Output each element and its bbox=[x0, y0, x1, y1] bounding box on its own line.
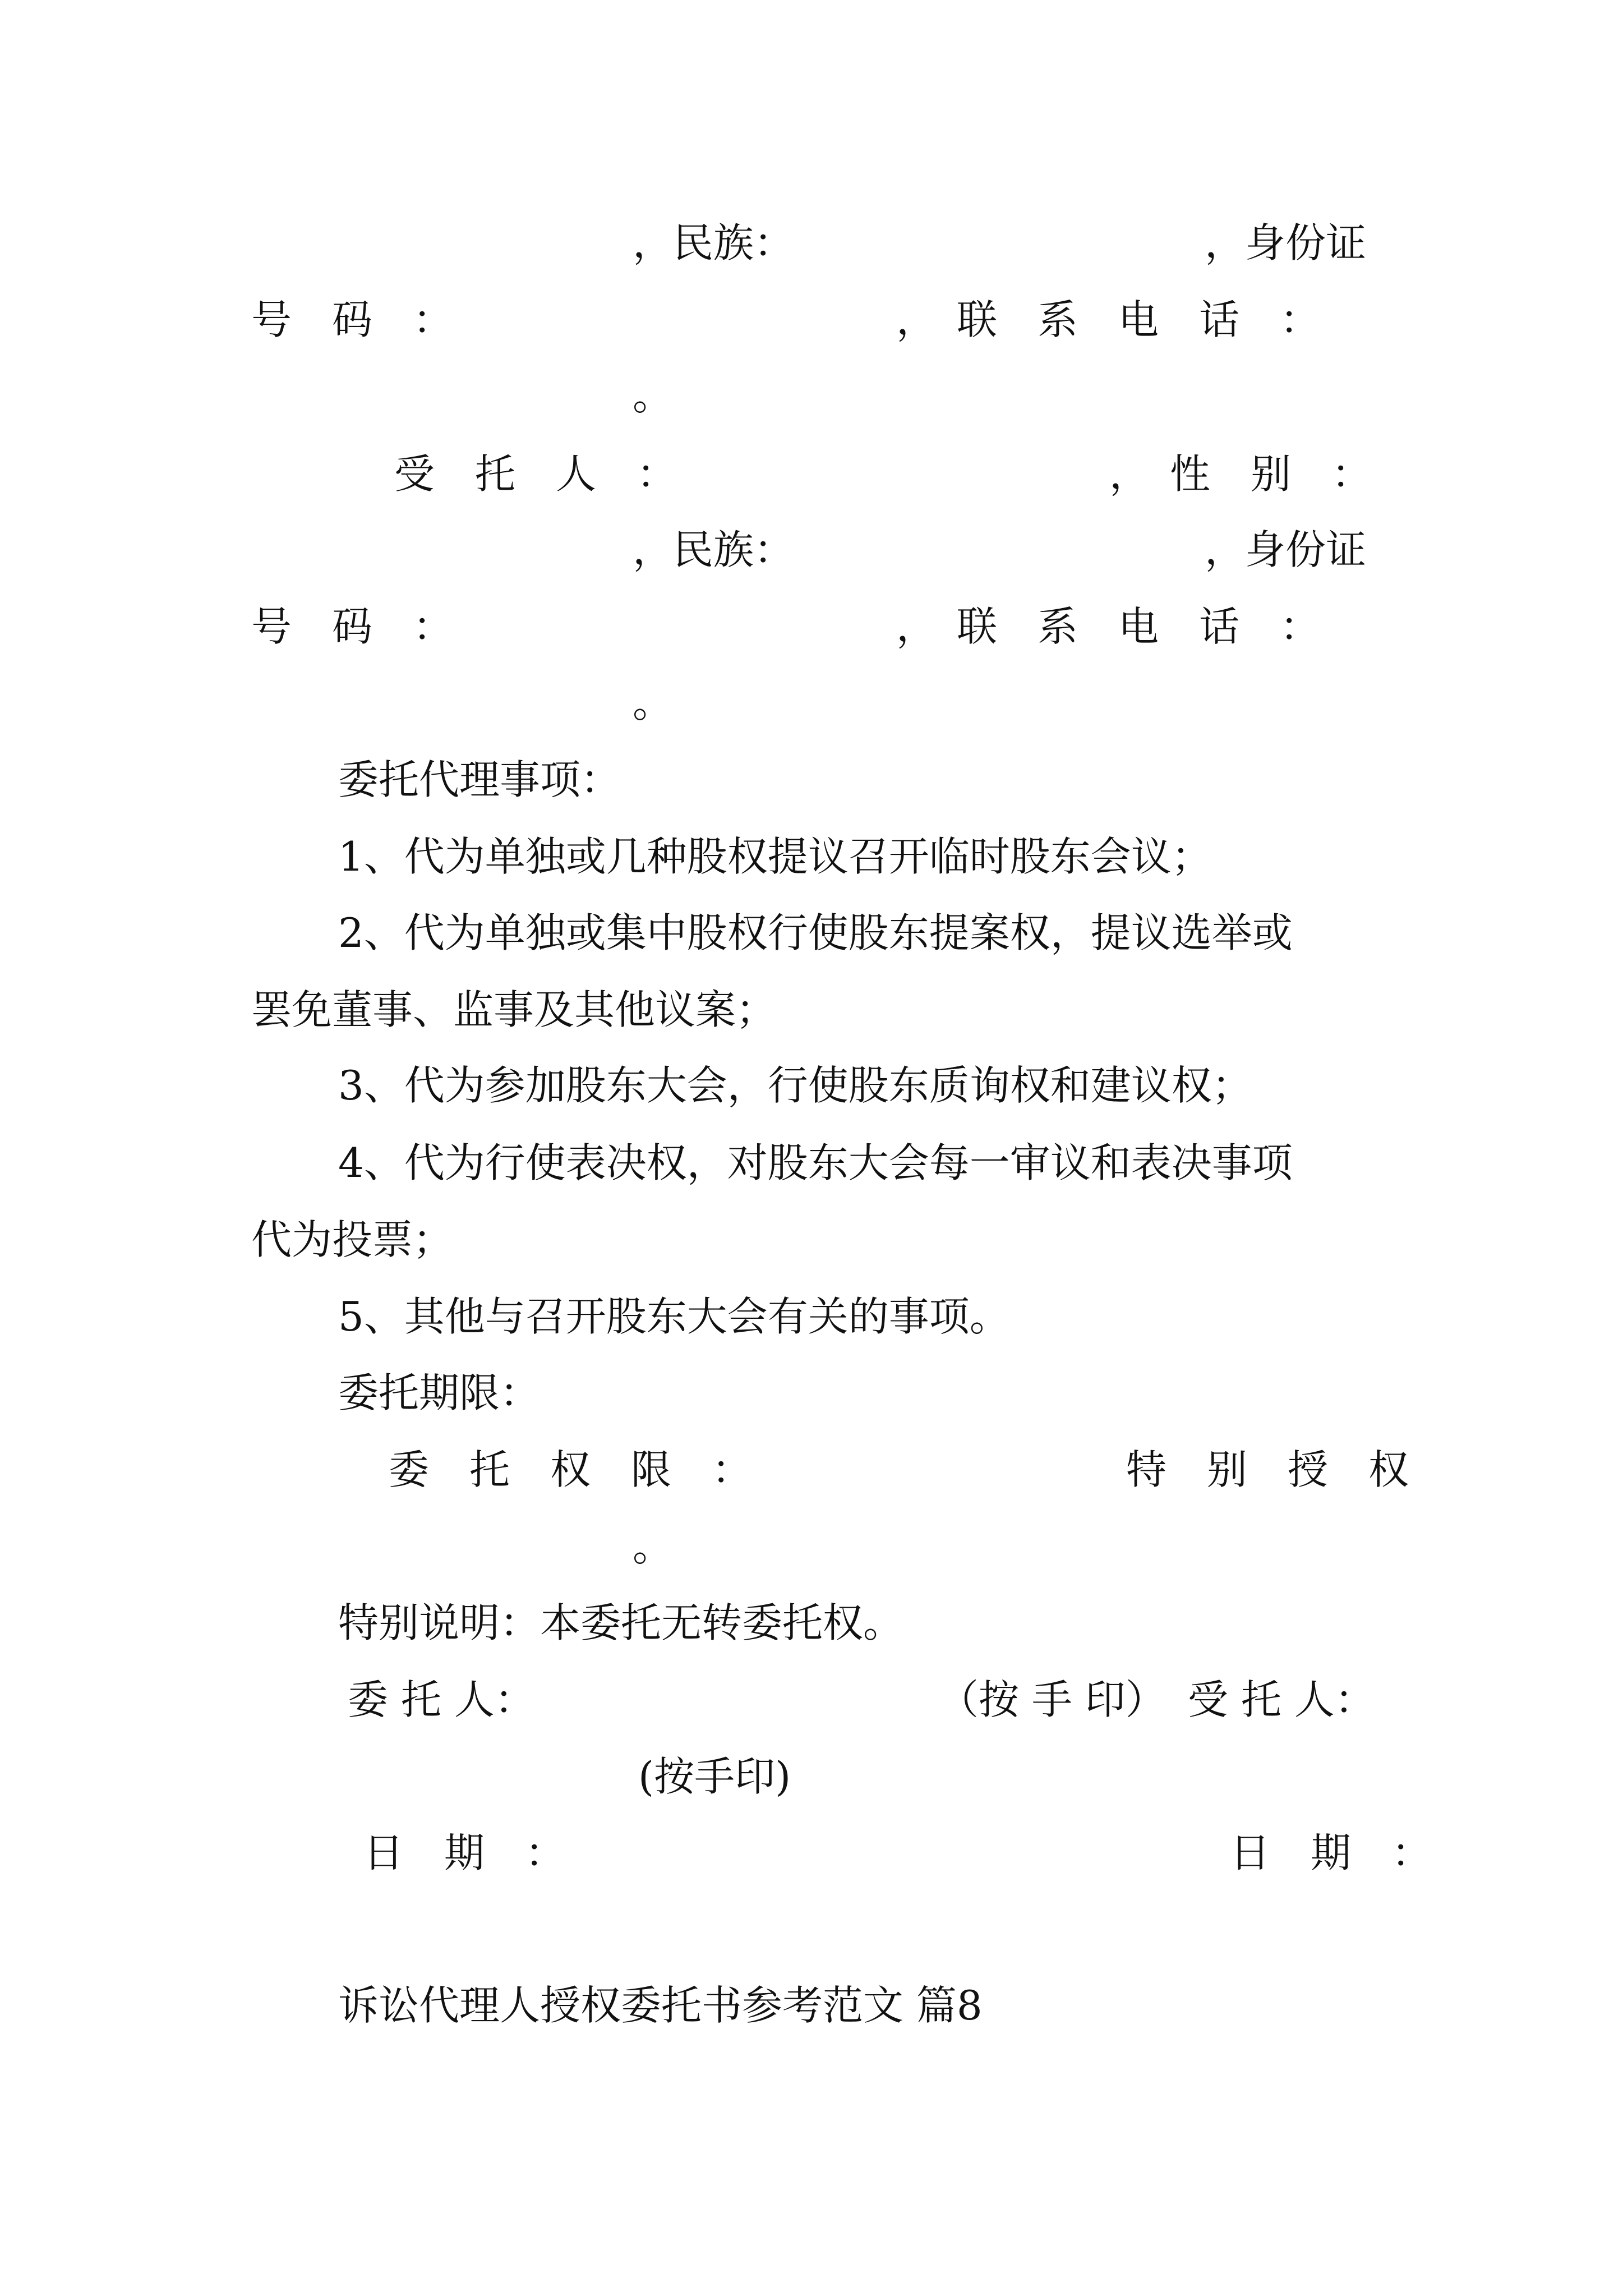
agent-name-line bbox=[251, 443, 1378, 505]
date-line bbox=[251, 1822, 1432, 1884]
fingerprint-note: （按 手 印） bbox=[938, 1676, 1166, 1723]
authority-label: 委 托 权 限 ： bbox=[389, 1446, 753, 1493]
fingerprint-note: (按手印) bbox=[638, 1753, 791, 1800]
gender-label: ， 性 别 ： bbox=[1109, 450, 1372, 498]
id-card-label: ，身份证 bbox=[1205, 526, 1367, 573]
term-heading: 委托期限： bbox=[338, 1369, 541, 1416]
principal-id-phone-line bbox=[251, 289, 1378, 351]
period-line bbox=[251, 1516, 1378, 1577]
signature-line bbox=[251, 1669, 1378, 1731]
id-card-label: ，身份证 bbox=[1205, 219, 1367, 266]
agent-date-label: 日 期 ： bbox=[1230, 1829, 1432, 1876]
agent-id-phone-line bbox=[251, 596, 1378, 657]
special-note: 特别说明：本委托无转委托权。 bbox=[338, 1599, 904, 1646]
period-mark: 。 bbox=[633, 679, 674, 726]
id-number-label: 号 码 ： bbox=[251, 296, 454, 343]
agent-label: 受 托 人 ： bbox=[394, 450, 677, 498]
matter-item-1: 1、代为单独或几种股权提议召开临时股东会议； bbox=[338, 833, 1212, 880]
id-number-label: 号 码 ： bbox=[251, 603, 454, 650]
matter-item-3: 3、代为参加股东大会，行使股东质询权和建议权； bbox=[338, 1062, 1252, 1109]
matter-item-4: 4、代为行使表决权，对股东大会每一审议和表决事项 bbox=[338, 1139, 1293, 1186]
principal-signature-label: 委 托 人： bbox=[348, 1676, 535, 1723]
matter-item-2: 2、代为单独或集中股权行使股东提案权，提议选举或 bbox=[338, 909, 1293, 956]
period-line bbox=[251, 365, 1378, 426]
fingerprint-line bbox=[251, 1746, 1378, 1807]
period-mark: 。 bbox=[633, 1523, 674, 1570]
authority-line bbox=[251, 1439, 1409, 1501]
ethnicity-label: ，民族： bbox=[633, 526, 795, 573]
special-authority-value: 特 别 授 权 bbox=[1126, 1446, 1409, 1493]
principal-date-label: 日 期 ： bbox=[363, 1829, 566, 1876]
matter-item-5: 5、其他与召开股东大会有关的事项。 bbox=[338, 1293, 1010, 1340]
matter-item-4-cont: 代为投票； bbox=[251, 1216, 454, 1263]
phone-label: ， 联 系 电 话 ： bbox=[896, 603, 1321, 650]
agent-ethnicity-line bbox=[251, 519, 1378, 581]
matters-heading: 委托代理事项： bbox=[338, 756, 621, 803]
section-heading: 诉讼代理人授权委托书参考范文 篇8 bbox=[338, 1982, 983, 2029]
agent-signature-label: 受 托 人： bbox=[1188, 1676, 1375, 1723]
ethnicity-label: ，民族： bbox=[633, 219, 795, 266]
phone-label: ， 联 系 电 话 ： bbox=[896, 296, 1321, 343]
period-mark: 。 bbox=[633, 372, 674, 419]
matter-item-2-cont: 罢免董事、监事及其他议案； bbox=[251, 986, 777, 1033]
principal-ethnicity-line bbox=[251, 212, 1378, 274]
period-line bbox=[251, 672, 1378, 734]
